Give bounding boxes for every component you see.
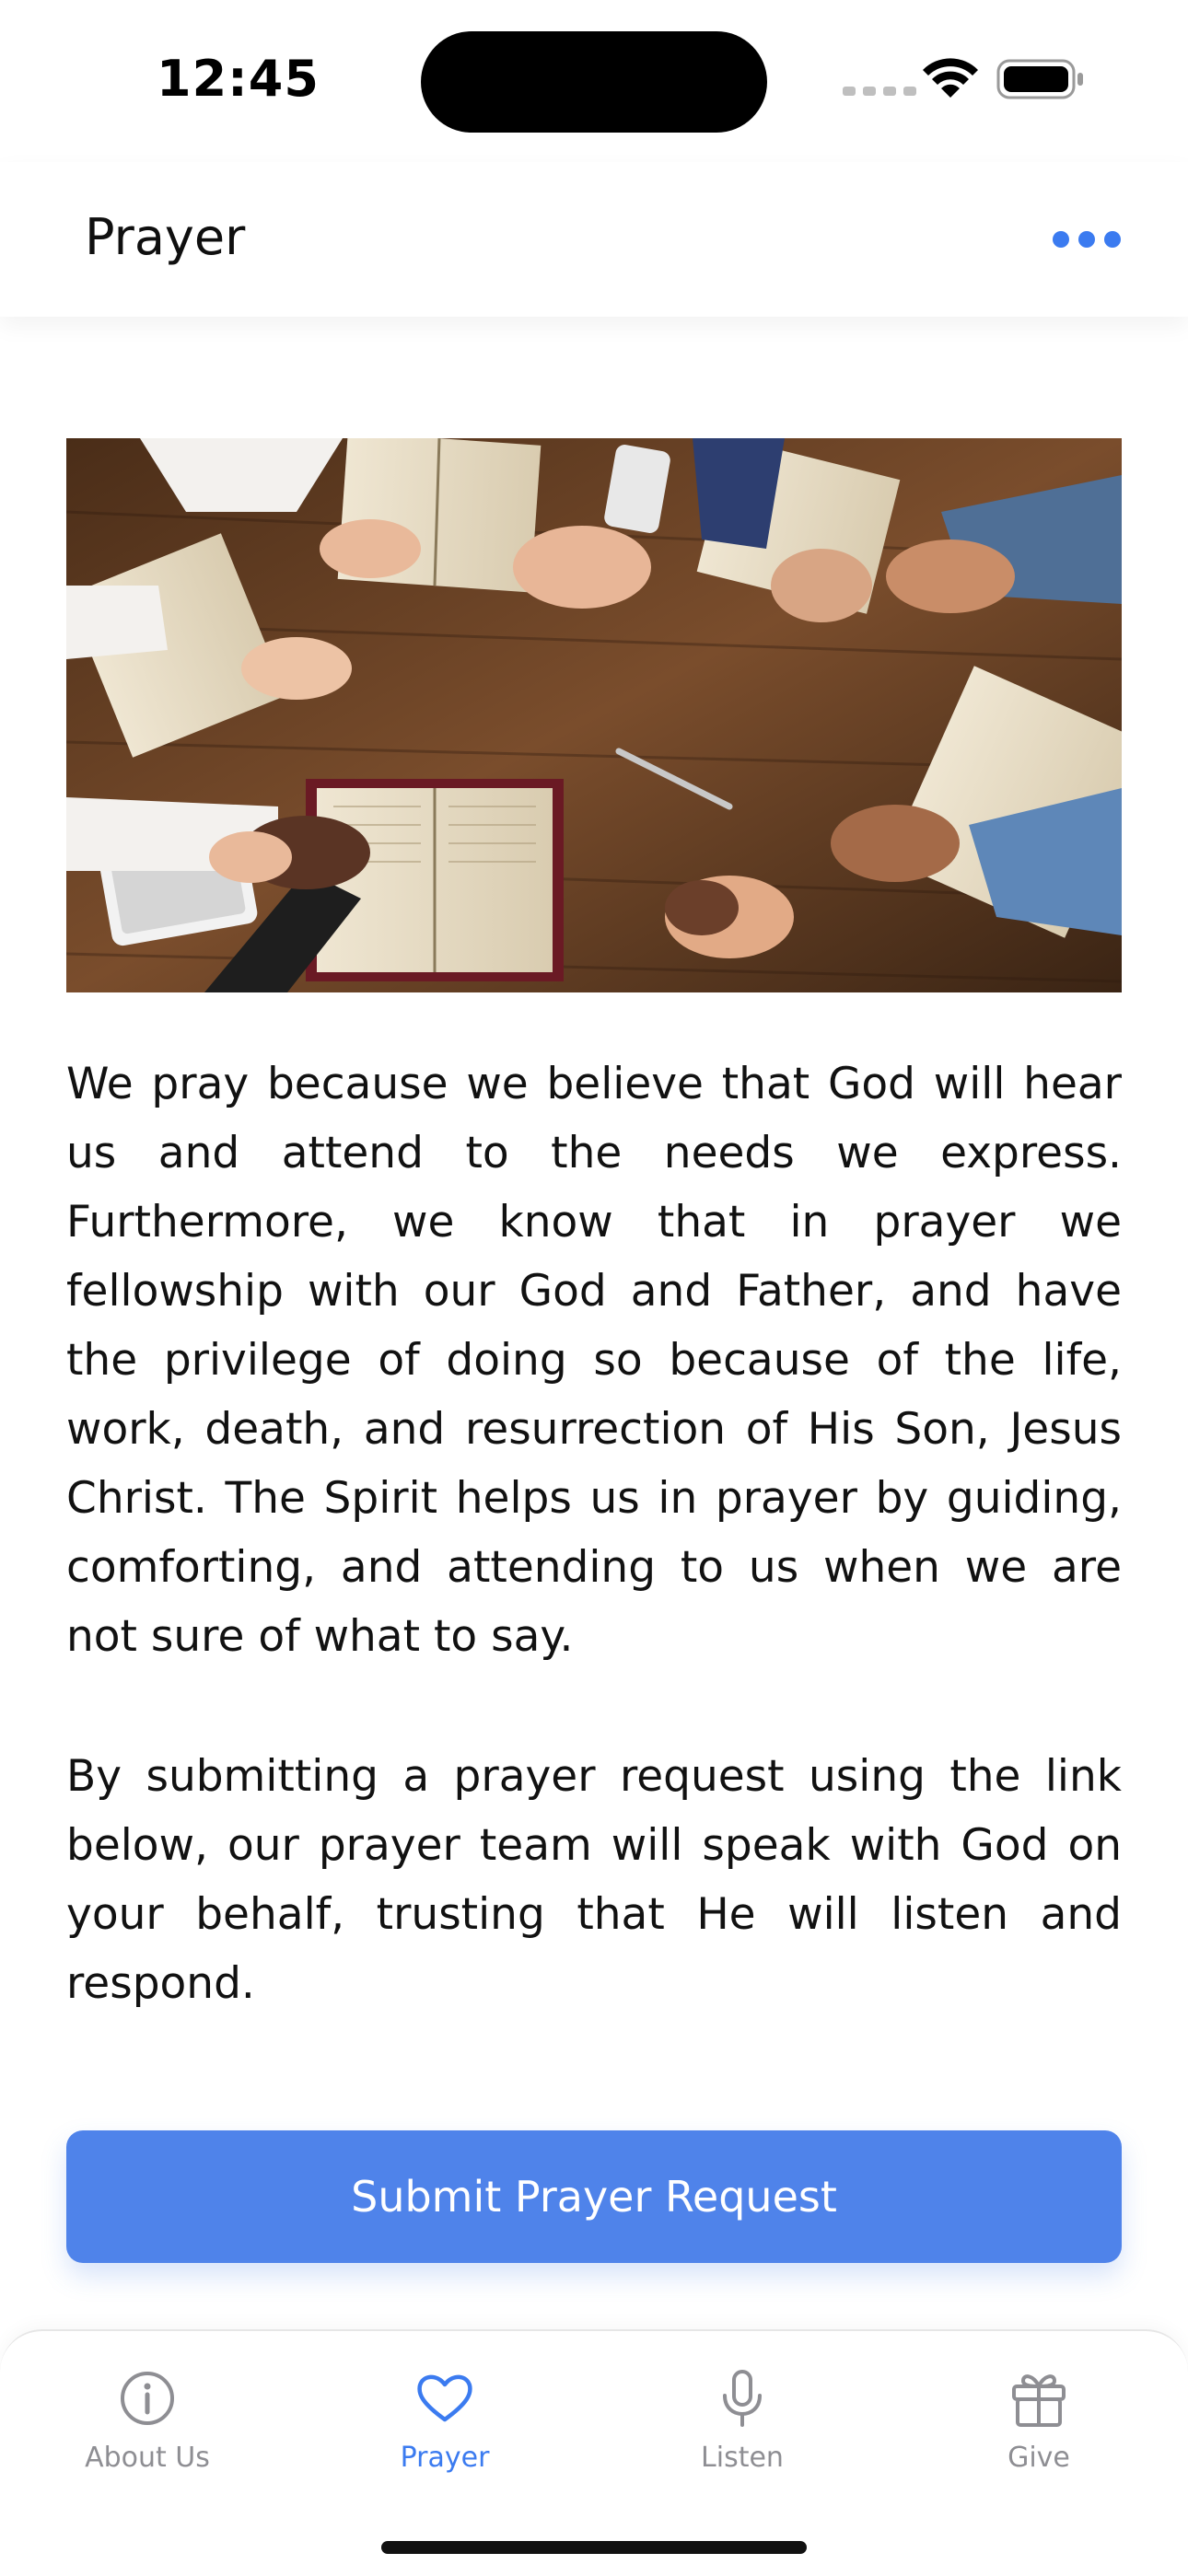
more-options-button[interactable] — [1041, 212, 1133, 267]
submit-prayer-request-button[interactable]: Submit Prayer Request — [66, 2130, 1122, 2263]
tab-label: About Us — [85, 2442, 210, 2474]
prayer-request-paragraph: By submitting a prayer request using the link below, our prayer team will speak with God on your behalf, trusting that He will listen and respond. — [66, 1751, 1122, 2009]
tab-label: Listen — [701, 2442, 784, 2474]
tab-label: Prayer — [400, 2442, 490, 2474]
heart-icon — [413, 2366, 477, 2431]
praying-hands-photo — [66, 438, 1122, 992]
status-time: 12:45 — [157, 50, 320, 108]
tab-prayer[interactable] — [334, 2366, 555, 2504]
tab-label: Give — [1007, 2442, 1070, 2474]
home-indicator[interactable] — [381, 2541, 807, 2554]
gift-icon — [1007, 2366, 1071, 2431]
hero-image — [66, 438, 1122, 992]
cellular-signal-icon — [843, 87, 916, 96]
battery-icon — [996, 59, 1085, 99]
wifi-icon — [921, 57, 980, 101]
page-title: Prayer — [85, 208, 246, 266]
tab-bar — [0, 2329, 1188, 2576]
microphone-icon — [710, 2366, 775, 2431]
app-header — [0, 162, 1188, 317]
tab-listen[interactable] — [632, 2366, 853, 2504]
more-dot-icon — [1053, 231, 1069, 248]
status-bar — [0, 0, 1188, 162]
info-icon — [115, 2366, 180, 2431]
prayer-description-paragraph: We pray because we believe that God will hear us and attend to the needs we express. Furthermore, we know that in prayer we fellowship with our God and Father, and have the privilege of doing so because of the life, work, death, and resurrection of His Son, Jesus Christ. The Spirit helps us in prayer by guiding, comforting, and attending to us when we are not sure of what to say. — [66, 1059, 1122, 1662]
tab-give[interactable] — [928, 2366, 1149, 2504]
tab-about-us[interactable] — [37, 2366, 258, 2504]
more-dot-icon — [1078, 231, 1095, 248]
more-dot-icon — [1104, 231, 1121, 248]
dynamic-island — [421, 31, 767, 133]
